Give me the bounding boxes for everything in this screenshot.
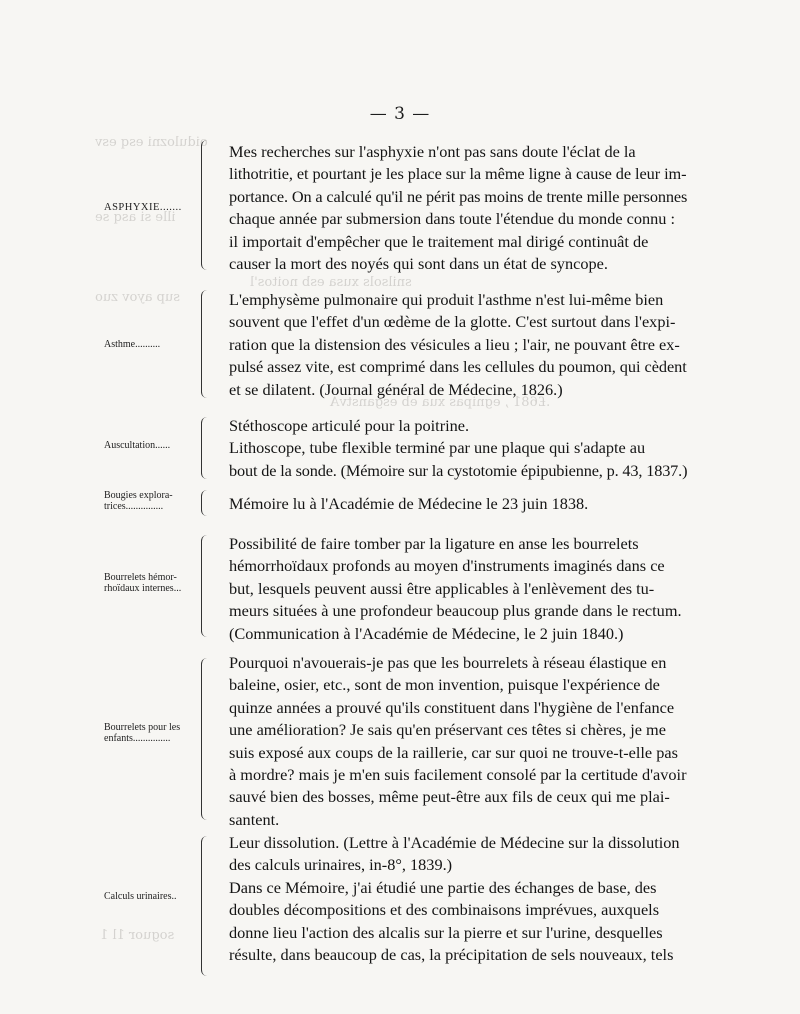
margin-brace bbox=[201, 658, 211, 820]
text-line: quinze années a prouvé qu'ils constituent dans l'hygiène de l'enfance bbox=[229, 697, 675, 717]
margin-brace bbox=[201, 490, 211, 516]
margin-heading: Auscultation...... bbox=[104, 440, 171, 451]
text-line: à mordre? mais je m'en suis facilement consolé par la certitude d'avoir bbox=[229, 765, 687, 785]
text-line: des calculs urinaires, in-8°, 1839.) bbox=[229, 855, 453, 875]
text-line: Pourquoi n'avouerais-je pas que les bourrelets à réseau élastique en bbox=[229, 653, 667, 672]
text-line: hémorrhoïdaux profonds au moyen d'instruments imaginés dans ce bbox=[229, 556, 665, 576]
text-line: lithotritie, et pourtant je les place sur la même ligne à cause de leur im- bbox=[229, 164, 687, 184]
bleed-through-text: snilsols xusa esb noitos'l bbox=[250, 275, 412, 290]
margin-heading: Bourrelets pour les enfants............... bbox=[104, 722, 181, 744]
paragraph bbox=[229, 652, 687, 831]
text-line: Dans ce Mémoire, j'ai étudié une partie des échanges de base, des bbox=[229, 877, 657, 897]
paragraph bbox=[229, 493, 687, 515]
text-line: Leur dissolution. (Lettre à l'Académie de Médecine sur la dissolution bbox=[229, 833, 680, 852]
margin-heading: ASPHYXIE....... bbox=[104, 202, 182, 213]
margin-brace bbox=[201, 140, 211, 270]
text-line: donne lieu l'action des alcalis sur la pierre et sur l'urine, desquelles bbox=[229, 922, 663, 942]
bleed-through-text: .£681 , egnipas xua eb esganstvA bbox=[330, 395, 551, 410]
margin-heading: Calculs urinaires.. bbox=[104, 891, 177, 902]
text-line: résulte, dans beaucoup de cas, la précipitation de sels nouveaux, tels bbox=[229, 945, 674, 965]
margin-brace bbox=[201, 417, 211, 479]
text-line: L'emphysème pulmonaire qui produit l'asthme n'est lui-même bien bbox=[229, 290, 664, 309]
text-line: souvent que l'effet d'un œdème de la glotte. C'est surtout dans l'expi- bbox=[229, 312, 676, 332]
margin-heading: Bourrelets hémor-rhoïdaux internes... bbox=[104, 572, 182, 594]
text-line: Mes recherches sur l'asphyxie n'ont pas sans doute l'éclat de la bbox=[229, 142, 636, 161]
bleed-through-text: soguor 1l 1 bbox=[100, 928, 175, 943]
margin-brace bbox=[201, 535, 211, 637]
margin-brace bbox=[201, 836, 211, 976]
text-line: sauvé bien des bosses, même peut-être aux fils de ceux qui me plai- bbox=[229, 787, 670, 807]
text-line: Lithoscope, tube flexible terminé par une plaque qui s'adapte au bbox=[229, 438, 646, 458]
margin-brace bbox=[201, 290, 211, 398]
text-line: Stéthoscope articulé pour la poitrine. bbox=[229, 416, 470, 435]
text-line: suis exposé aux coups de la raillerie, car sur quoi ne trouve-t-elle pas bbox=[229, 742, 678, 762]
bleed-through-text: ille si asq se bbox=[95, 210, 176, 225]
paragraph bbox=[229, 289, 687, 401]
paragraph bbox=[229, 533, 687, 645]
text-line: il importait d'empêcher que le traitement mal dirigé continuât de bbox=[229, 231, 649, 251]
text-line: (Communication à l'Académie de Médecine, le 2 juin 1840.) bbox=[229, 623, 624, 643]
text-line: but, lesquels peuvent aussi être applicables à l'enlèvement des tu- bbox=[229, 578, 655, 598]
text-line: Possibilité de faire tomber par la ligature en anse les bourrelets bbox=[229, 534, 639, 553]
bleed-through-text: sup ayov zuo bbox=[95, 290, 180, 305]
text-line: doubles décompositions et des combinaisons imprévues, auxquels bbox=[229, 900, 660, 920]
bleed-through-text: oidulozni esq esv bbox=[95, 135, 208, 150]
text-line: pulsé assez vite, est comprimé dans les cellules du poumon, qui cèdent bbox=[229, 357, 687, 377]
paragraph bbox=[229, 832, 687, 966]
paragraph bbox=[229, 415, 687, 482]
margin-heading: Bougies explora-trices............... bbox=[104, 490, 173, 512]
text-line: causer la mort des noyés qui sont dans un état de syncope. bbox=[229, 254, 608, 274]
paragraph bbox=[229, 141, 687, 275]
margin-heading: Asthme.......... bbox=[104, 339, 161, 350]
text-line: portance. On a calculé qu'il ne périt pas moins de trente mille personnes bbox=[229, 186, 688, 206]
text-line: et se dilatent. (Journal général de Médecine, 1826.) bbox=[229, 379, 563, 399]
text-line: ration que la distension des vésicules a lieu ; l'air, ne pouvant être ex- bbox=[229, 334, 680, 354]
text-line: bout de la sonde. (Mémoire sur la cystotomie épipubienne, p. 43, 1837.) bbox=[229, 460, 688, 480]
text-line: Mémoire lu à l'Académie de Médecine le 23 juin 1838. bbox=[229, 494, 589, 513]
page-number: — 3 — bbox=[369, 104, 431, 124]
text-line: meurs situées à une profondeur beaucoup plus grande dans le rectum. bbox=[229, 601, 682, 621]
text-line: chaque année par submersion dans toute l'étendue du monde connu : bbox=[229, 209, 676, 229]
text-line: baleine, osier, etc., sont de mon invention, puisque l'expérience de bbox=[229, 675, 660, 695]
text-line: santent. bbox=[229, 809, 280, 829]
text-line: une amélioration? Je sais qu'en préservant ces têtes si chères, je me bbox=[229, 720, 666, 740]
